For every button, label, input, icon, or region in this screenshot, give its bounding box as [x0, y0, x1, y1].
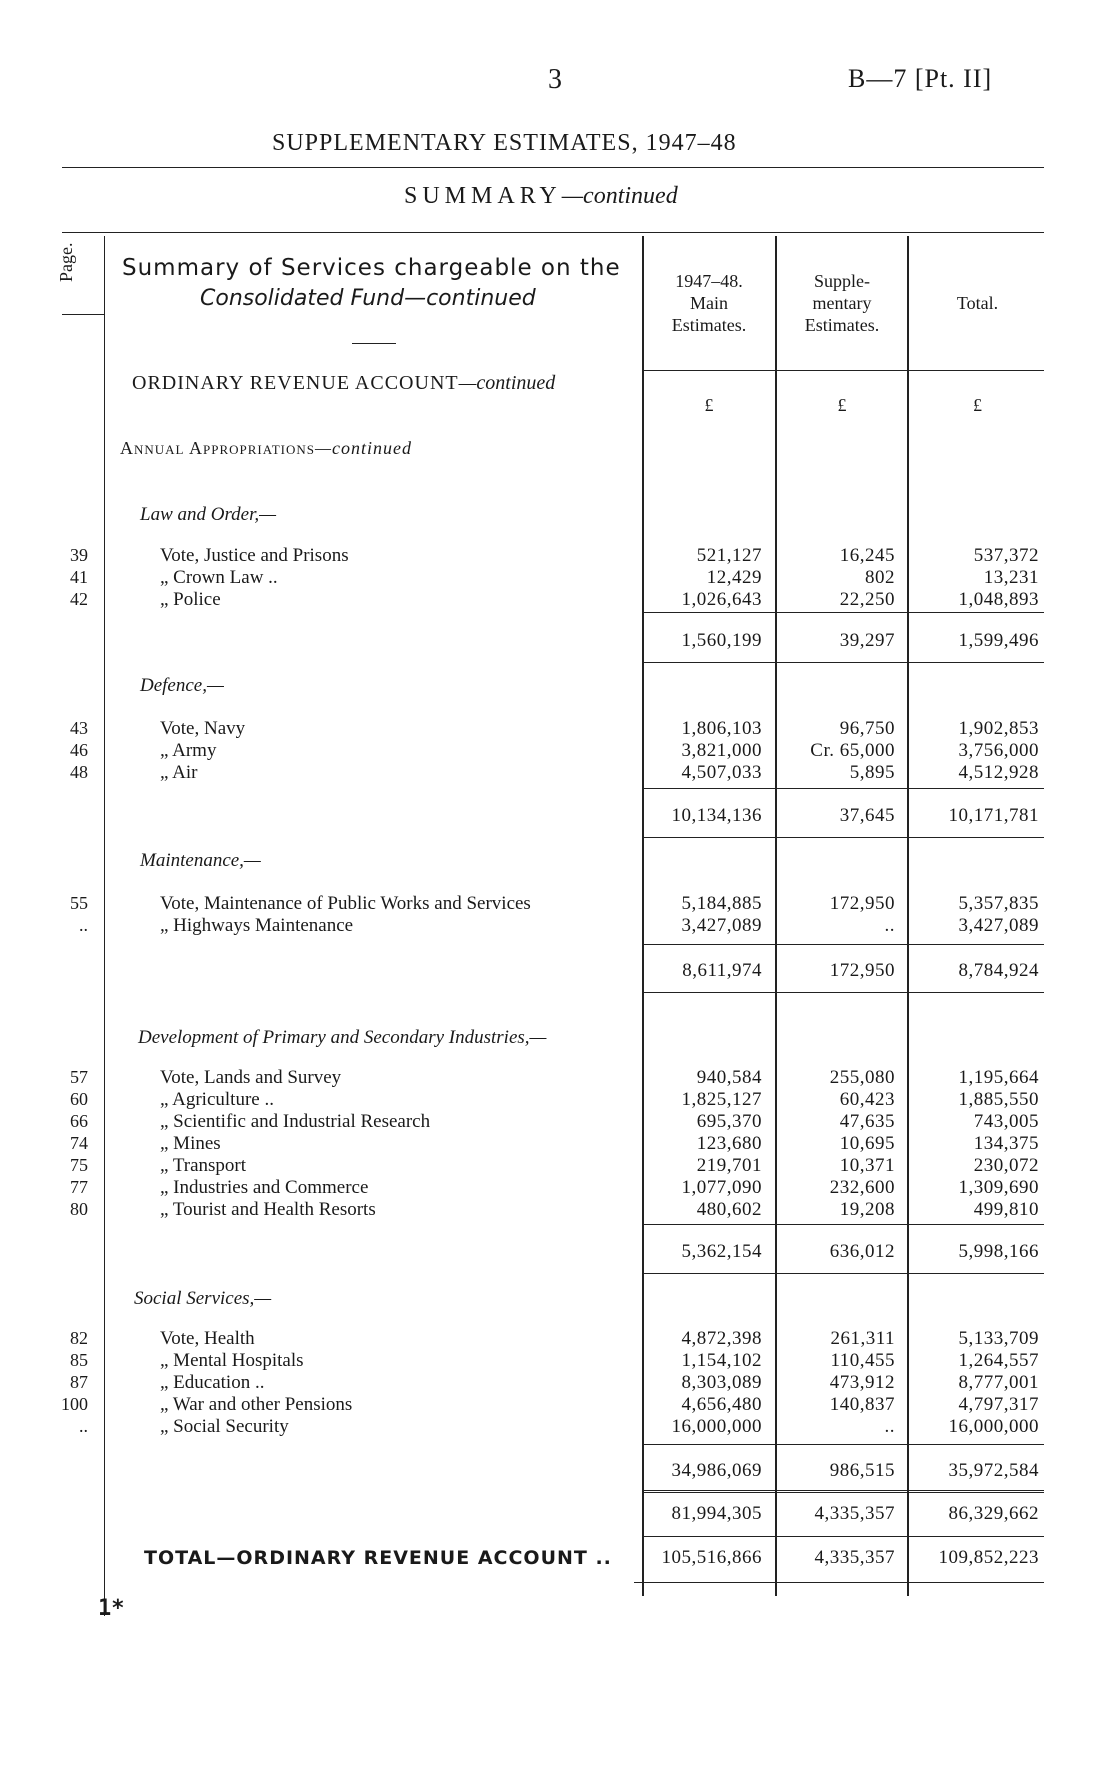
summary-label: SUMMARY	[404, 183, 562, 209]
category-heading: Defence,—	[140, 675, 224, 696]
main-estimates-header	[646, 270, 772, 336]
main-estimate: 4,656,480	[681, 1394, 762, 1415]
total-ordinary-total: 109,852,223	[938, 1547, 1039, 1568]
total-estimate: 1,264,557	[958, 1350, 1039, 1371]
subtotal-total: 5,998,166	[958, 1241, 1039, 1262]
service-label: „ Highways Maintenance	[160, 915, 354, 936]
main-estimate: 4,872,398	[681, 1328, 762, 1349]
main-estimate: 3,427,089	[681, 915, 762, 936]
main-estimate: 219,701	[696, 1155, 762, 1176]
service-label: „ Tourist and Health Resorts	[160, 1199, 376, 1220]
annual-appropriations-heading	[120, 438, 412, 459]
total-estimate: 16,000,000	[948, 1416, 1039, 1437]
currency-supp: £	[837, 395, 847, 415]
main-estimate: 1,026,643	[681, 589, 762, 610]
supp-estimate: 261,311	[830, 1328, 895, 1349]
subtotal-main: 5,362,154	[681, 1241, 762, 1262]
services-header-line1: Summary of Services chargeable on the	[122, 255, 621, 281]
supp-estimate: 19,208	[839, 1199, 895, 1220]
supp-estimate: 110,455	[830, 1350, 895, 1371]
page-column-rule	[104, 236, 105, 1616]
subtotal-total: 8,784,924	[958, 960, 1039, 981]
total-estimate: 537,372	[973, 545, 1039, 566]
page-ref: 100	[61, 1394, 88, 1414]
main-estimate: 5,184,885	[681, 893, 762, 914]
total-header: Total.	[956, 293, 999, 313]
page-ref: 48	[70, 762, 88, 782]
total-estimate: 4,512,928	[958, 762, 1039, 783]
header-rule	[62, 167, 1044, 168]
document-reference: B—7 [Pt. II]	[848, 64, 993, 93]
table-top-rule	[62, 232, 1044, 233]
main-estimate: 16,000,000	[671, 1416, 762, 1437]
service-label: Vote, Health	[160, 1328, 255, 1349]
supp-estimate: 255,080	[829, 1067, 895, 1088]
service-label: Vote, Justice and Prisons	[160, 545, 349, 566]
subtotal-rule	[642, 1444, 1044, 1445]
supplementary-estimates-header	[779, 270, 905, 336]
supp-header-line2: mentary	[812, 293, 872, 313]
page-ref: 85	[70, 1350, 88, 1370]
main-estimate: 3,821,000	[681, 740, 762, 761]
total-top-rule	[642, 1536, 1044, 1537]
subtotal-bottom-rule	[642, 662, 1044, 663]
document-title: SUPPLEMENTARY ESTIMATES, 1947–48	[272, 130, 737, 156]
supp-estimate: 10,371	[839, 1155, 895, 1176]
subtotal-rule	[642, 944, 1044, 945]
currency-main: £	[704, 395, 714, 415]
page-ref: 41	[70, 567, 88, 587]
supp-estimate: 16,245	[839, 545, 895, 566]
annual-appropriations-label: Annual Appropriations	[120, 438, 315, 458]
account-heading-suffix: —continued	[458, 372, 556, 394]
service-label: „ Industries and Commerce	[160, 1177, 369, 1198]
supp-estimate: 5,895	[849, 762, 895, 783]
page-ref: 80	[70, 1199, 88, 1219]
page-ref: 87	[70, 1372, 88, 1392]
page-ref: 57	[70, 1067, 88, 1087]
subtotal-supp: 986,515	[829, 1460, 895, 1481]
main-estimate: 1,825,127	[681, 1089, 762, 1110]
service-label: „ War and other Pensions	[160, 1394, 353, 1415]
main-column-rule	[642, 236, 644, 1596]
main-estimate: 1,154,102	[681, 1350, 762, 1371]
subtotal-main: 10,134,136	[671, 805, 762, 826]
account-heading-label: ORDINARY REVENUE ACCOUNT	[132, 372, 459, 394]
total-estimate: 743,005	[973, 1111, 1039, 1132]
subtotal-main: 1,560,199	[681, 630, 762, 651]
subtotal-supp: 636,012	[829, 1241, 895, 1262]
service-label: „ Mines	[160, 1133, 221, 1154]
category-heading: Social Services,—	[134, 1288, 272, 1309]
service-label: Vote, Navy	[160, 718, 246, 739]
page-ref: 39	[70, 545, 88, 565]
service-label: „ Mental Hospitals	[160, 1350, 304, 1371]
total-ordinary-label: TOTAL—ORDINARY REVENUE ACCOUNT ..	[144, 1547, 612, 1569]
page-ref: 77	[70, 1177, 88, 1197]
page-ref: 75	[70, 1155, 88, 1175]
supp-estimate: 140,837	[829, 1394, 895, 1415]
main-estimate: 1,077,090	[681, 1177, 762, 1198]
total-ordinary-main: 105,516,866	[661, 1547, 762, 1568]
subtotal-supp: 172,950	[829, 960, 895, 981]
service-label: „ Police	[160, 589, 221, 610]
total-estimate: 5,133,709	[958, 1328, 1039, 1349]
total-ordinary-supp: 4,335,357	[814, 1547, 895, 1568]
supp-estimate: 473,912	[829, 1372, 895, 1393]
page-ref: 43	[70, 718, 88, 738]
category-heading: Law and Order,—	[140, 504, 277, 525]
account-heading	[132, 372, 555, 395]
total-estimate: 230,072	[973, 1155, 1039, 1176]
main-estimate: 1,806,103	[681, 718, 762, 739]
main-estimate: 8,303,089	[681, 1372, 762, 1393]
main-header-line3: Estimates.	[671, 315, 747, 335]
page-ref: 74	[70, 1133, 88, 1153]
subtotal-total: 10,171,781	[948, 805, 1039, 826]
main-estimate: 521,127	[696, 545, 762, 566]
main-estimate: 940,584	[696, 1067, 762, 1088]
page-header-rule	[62, 314, 104, 315]
total-bottom-rule	[634, 1582, 1044, 1583]
supp-estimate: 60,423	[839, 1089, 895, 1110]
subtotal-total: 35,972,584	[948, 1460, 1039, 1481]
supp-estimate: 96,750	[839, 718, 895, 739]
service-label: „ Army	[160, 740, 217, 761]
subtotal-rule	[642, 612, 1044, 613]
total-estimate: 1,309,690	[958, 1177, 1039, 1198]
page-number: 3	[548, 64, 562, 95]
subtotal-main: 8,611,974	[682, 960, 762, 981]
grand-subtotal-main: 81,994,305	[671, 1503, 762, 1524]
total-estimate: 8,777,001	[958, 1372, 1039, 1393]
grand-subtotal-total: 86,329,662	[948, 1503, 1039, 1524]
service-label: „ Crown Law ..	[160, 567, 278, 588]
currency-total: £	[973, 395, 982, 415]
page-ref: 82	[70, 1328, 88, 1348]
summary-suffix: —continued	[561, 183, 678, 209]
service-label: „ Air	[160, 762, 198, 783]
grand-subtotal-supp: 4,335,357	[814, 1503, 895, 1524]
supp-header-line3: Estimates.	[804, 315, 880, 335]
supp-estimate: 232,600	[829, 1177, 895, 1198]
total-estimate: 5,357,835	[958, 893, 1039, 914]
total-column-rule	[907, 236, 909, 1596]
service-label: Vote, Lands and Survey	[160, 1067, 342, 1088]
subtotal-bottom-rule	[642, 1492, 1044, 1493]
supp-estimate: 47,635	[839, 1111, 895, 1132]
page-column-header: Page.	[56, 242, 76, 282]
services-header-line2: Consolidated Fund—continued	[200, 286, 536, 311]
page-ref: ..	[79, 915, 88, 935]
subtotal-bottom-rule	[642, 992, 1044, 993]
total-estimate: 3,756,000	[958, 740, 1039, 761]
main-header-line2: Main	[690, 293, 728, 313]
page-ref: 66	[70, 1111, 88, 1131]
service-label: „ Education ..	[160, 1372, 265, 1393]
main-estimate: 480,602	[696, 1199, 762, 1220]
service-label: „ Social Security	[160, 1416, 289, 1437]
main-estimate: 4,507,033	[681, 762, 762, 783]
total-estimate: 499,810	[973, 1199, 1039, 1220]
column-header-rule	[642, 370, 1044, 371]
supp-header-line1: Supple-	[814, 271, 870, 291]
supp-estimate: 10,695	[839, 1133, 895, 1154]
page-ref: 46	[70, 740, 88, 760]
total-estimate: 3,427,089	[958, 915, 1039, 936]
subtotal-total: 1,599,496	[958, 630, 1039, 651]
page-ref: 55	[70, 893, 88, 913]
total-estimate: 1,885,550	[958, 1089, 1039, 1110]
main-estimate: 123,680	[696, 1133, 762, 1154]
summary-heading	[404, 183, 678, 210]
supp-estimate: 802	[865, 567, 895, 588]
supp-estimate: ..	[884, 1416, 895, 1437]
supp-estimate: Cr. 65,000	[810, 740, 895, 761]
subtotal-rule	[642, 788, 1044, 789]
service-label: „ Transport	[160, 1155, 247, 1176]
total-estimate: 1,195,664	[958, 1067, 1039, 1088]
supp-estimate: 22,250	[839, 589, 895, 610]
main-header-line1: 1947–48.	[675, 271, 743, 291]
subtotal-supp: 39,297	[839, 630, 895, 651]
services-header-dash	[352, 343, 396, 344]
total-estimate: 134,375	[973, 1133, 1039, 1154]
page-ref: 42	[70, 589, 88, 609]
total-estimate: 4,797,317	[958, 1394, 1039, 1415]
page-ref: ..	[79, 1416, 88, 1436]
annual-appropriations-suffix: —continued	[314, 438, 412, 458]
total-estimate: 1,048,893	[958, 589, 1039, 610]
footer-mark: 1*	[98, 1596, 125, 1621]
supp-estimate: ..	[884, 915, 895, 936]
subtotal-rule	[642, 1224, 1044, 1225]
main-estimate: 695,370	[696, 1111, 762, 1132]
supp-column-rule	[775, 236, 777, 1596]
total-estimate: 1,902,853	[958, 718, 1039, 739]
page-ref: 60	[70, 1089, 88, 1109]
total-estimate: 13,231	[983, 567, 1039, 588]
service-label: „ Agriculture ..	[160, 1089, 274, 1110]
service-label: Vote, Maintenance of Public Works and Services	[160, 893, 531, 914]
subtotal-main: 34,986,069	[671, 1460, 762, 1481]
subtotal-bottom-rule	[642, 837, 1044, 838]
category-heading: Development of Primary and Secondary Industries,—	[138, 1027, 547, 1048]
subtotal-bottom-rule	[642, 1273, 1044, 1274]
service-label: „ Scientific and Industrial Research	[160, 1111, 431, 1132]
grand-subtotal-rule	[642, 1490, 1044, 1491]
subtotal-supp: 37,645	[839, 805, 895, 826]
category-heading: Maintenance,—	[140, 850, 261, 871]
supp-estimate: 172,950	[829, 893, 895, 914]
main-estimate: 12,429	[706, 567, 762, 588]
